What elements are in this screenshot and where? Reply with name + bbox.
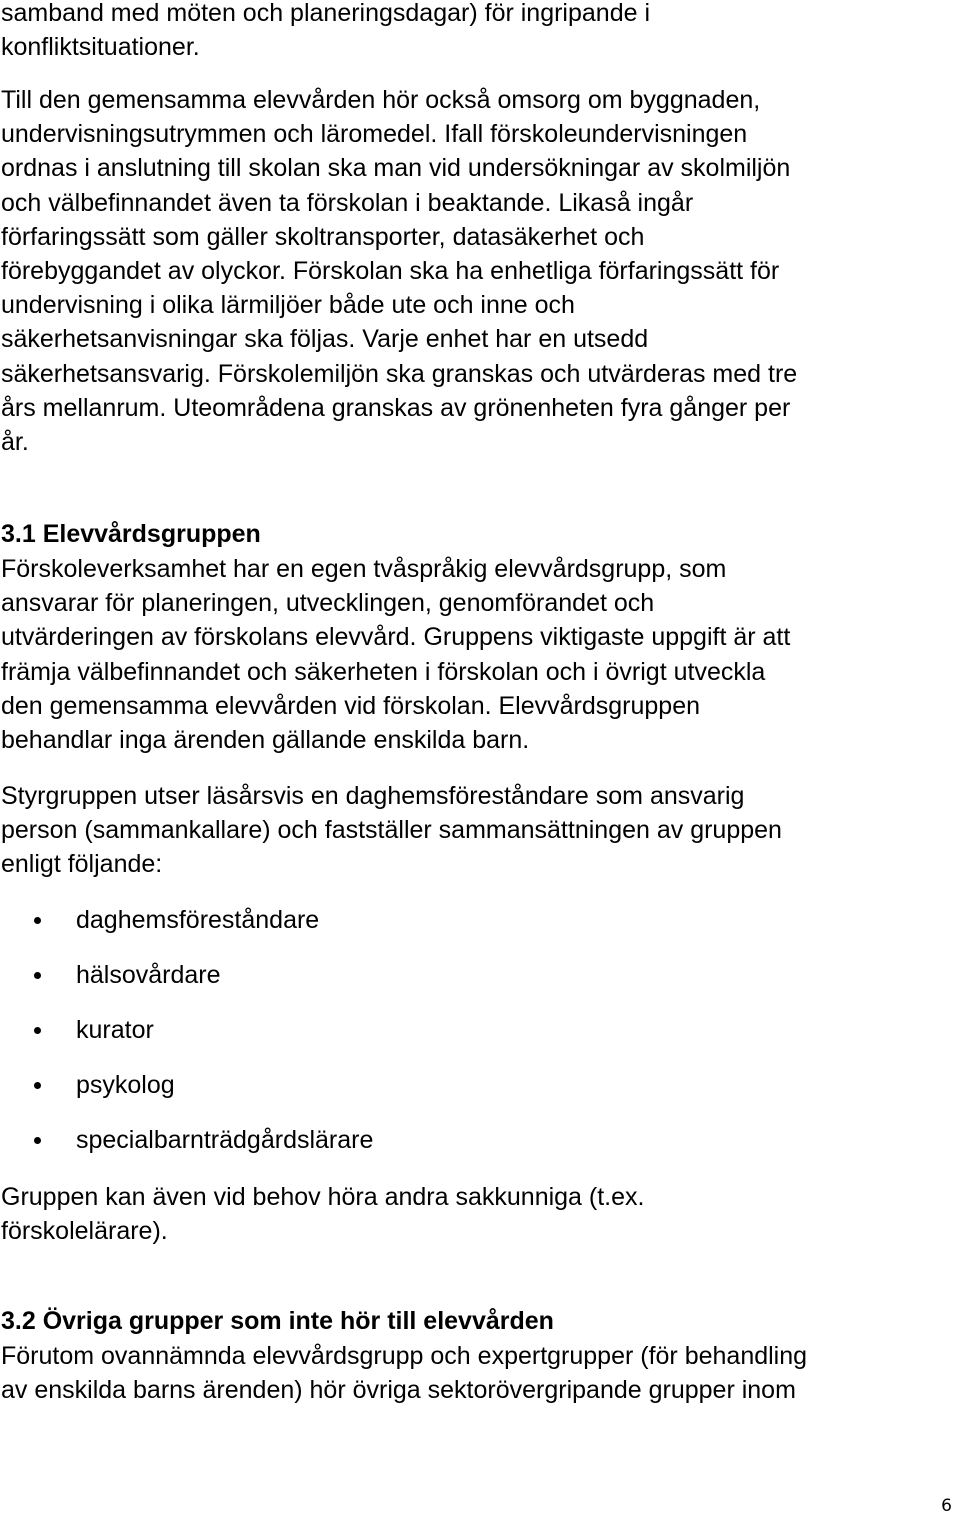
text-line: förskolelärare). xyxy=(1,1217,168,1246)
paragraph xyxy=(1,1339,807,1407)
text-line: Styrgruppen utser läsårsvis en daghemsföreståndare som ansvarig xyxy=(1,782,745,810)
text-line: person (sammankallare) och fastställer sammansättningen av gruppen xyxy=(1,816,782,845)
text-line: främja välbefinnandet och säkerheten i förskolan och i övrigt utveckla xyxy=(1,657,766,686)
text-line: ordnas i anslutning till skolan ska man vid undersökningar av skolmiljön xyxy=(1,154,791,183)
text-line: behandlar inga ärenden gällande enskilda barn. xyxy=(1,726,530,755)
text-line: samband med möten och planeringsdagar) för ingripande i xyxy=(1,0,650,27)
paragraph xyxy=(1,779,782,882)
text-line: ansvarar för planeringen, utvecklingen, genomförandet och xyxy=(1,589,655,618)
paragraph xyxy=(1,1180,644,1248)
text-line: enligt följande: xyxy=(1,850,163,879)
text-line: den gemensamma elevvården vid förskolan. Elevvårdsgruppen xyxy=(1,691,700,720)
section-heading: 3.2 Övriga grupper som inte hör till elevvården xyxy=(1,1307,554,1335)
text-line: Gruppen kan även vid behov höra andra sakkunniga (t.ex. xyxy=(1,1183,645,1211)
text-line: år. xyxy=(1,428,29,457)
list-item-label: daghemsföreståndare xyxy=(76,906,320,934)
list-item-label: kurator xyxy=(76,1016,154,1044)
text-line: förfaringssätt som gäller skoltransporter, datasäkerhet och xyxy=(1,222,645,251)
bullet-icon xyxy=(34,1082,41,1089)
text-line: Till den gemensamma elevvården hör också omsorg om byggnaden, xyxy=(1,86,761,114)
paragraph xyxy=(1,552,790,757)
list-item-label: psykolog xyxy=(76,1071,175,1099)
text-line: förebyggandet av olyckor. Förskolan ska ha enhetliga förfaringssätt för xyxy=(1,257,780,286)
paragraph xyxy=(1,0,650,64)
bullet-icon xyxy=(34,972,41,979)
bullet-icon xyxy=(34,1027,41,1034)
list-item-label: hälsovårdare xyxy=(76,961,221,989)
text-line: och välbefinnandet även ta förskolan i beaktande. Likaså ingår xyxy=(1,188,694,217)
text-line: av enskilda barns ärenden) hör övriga sektorövergripande grupper inom xyxy=(1,1376,796,1405)
text-line: undervisning i olika lärmiljöer både ute och inne och xyxy=(1,291,575,320)
bullet-icon xyxy=(34,917,41,924)
text-line: säkerhetsansvarig. Förskolemiljön ska granskas och utvärderas med tre xyxy=(1,359,798,388)
bullet-icon xyxy=(34,1137,41,1144)
page-number: 6 xyxy=(941,1496,952,1516)
text-line: utvärderingen av förskolans elevvård. Gruppens viktigaste uppgift är att xyxy=(1,623,791,652)
section-heading: 3.1 Elevvårdsgruppen xyxy=(1,520,261,548)
text-line: Förskoleverksamhet har en egen tvåspråkig elevvårdsgrupp, som xyxy=(1,555,727,583)
paragraph xyxy=(1,83,797,459)
text-line: säkerhetsanvisningar ska följas. Varje enhet har en utsedd xyxy=(1,325,649,354)
text-line: undervisningsutrymmen och läromedel. Ifall förskoleundervisningen xyxy=(1,120,748,149)
list-item-label: specialbarnträdgårdslärare xyxy=(76,1126,374,1154)
text-line: års mellanrum. Uteområdena granskas av grönenheten fyra gånger per xyxy=(1,393,791,422)
text-line: konfliktsituationer. xyxy=(1,33,200,62)
text-line: Förutom ovannämnda elevvårdsgrupp och expertgrupper (för behandling xyxy=(1,1342,808,1370)
